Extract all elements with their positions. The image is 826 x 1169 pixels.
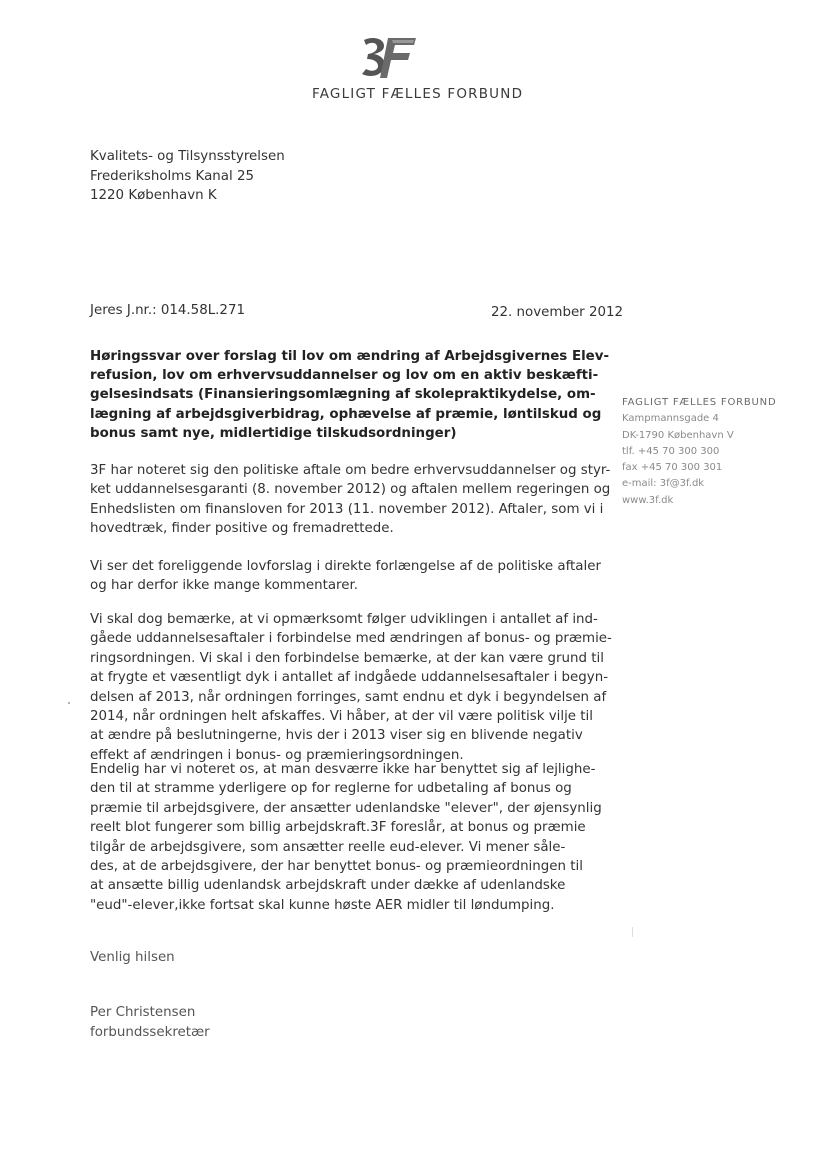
body-line: Vi ser det foreliggende lovforslag i direkte forlængelse af de politiske aftaler: [90, 559, 601, 574]
sidebar-web: www.3f.dk: [622, 494, 674, 506]
body-paragraph-4: [90, 760, 630, 915]
body-line: Enhedslisten om finansloven for 2013 (11. november 2012). Aftaler, som vi i: [90, 501, 604, 517]
body-paragraph-1: [90, 461, 630, 539]
body-line: at frygte et væsentligt dyk i antallet af indgåede uddannelsesaftaler i begyn-: [90, 670, 609, 686]
sidebar-fax: fax +45 70 300 301: [622, 462, 723, 474]
body-line: at ændre på beslutningerne, hvis der i 2013 viser sig en blivende negativ: [90, 728, 583, 744]
body-paragraph-2: [90, 557, 630, 596]
body-line: gåede uddannelsesaftaler i forbindelse med ændringen af bonus- og præmie-: [90, 631, 612, 647]
body-line: 2014, når ordningen helt afskaffes. Vi håber, at der vil være politisk vilje til: [90, 709, 593, 725]
addressee-line: Kvalitets- og Tilsynsstyrelsen: [90, 149, 285, 164]
body-line: tilgår de arbejdsgivere, som ansætter reelle eud-elever. Vi mener såle-: [90, 839, 566, 855]
addressee-line: 1220 København K: [90, 188, 217, 203]
sidebar-city: DK-1790 København V: [622, 429, 734, 441]
body-paragraph-3: [90, 610, 630, 765]
sidebar-contact: [622, 395, 776, 509]
addressee-block: [90, 147, 285, 206]
subject-line: refusion, lov om erhvervsuddannelser og lov om en aktiv beskæfti-: [90, 368, 599, 384]
journal-reference: Jeres J.nr.: 014.58L.271: [90, 303, 245, 318]
body-line: effekt af ændringen i bonus- og præmieringsordningen.: [90, 747, 464, 763]
addressee-line: Frederiksholms Kanal 25: [90, 168, 255, 184]
signature-block: [90, 1003, 210, 1042]
sidebar-phone: tlf. +45 70 300 300: [622, 445, 720, 457]
subject-line: gelsesindsats (Finansieringsomlægning af skolepraktikydelse, om-: [90, 387, 596, 403]
scan-speck: [68, 702, 70, 704]
body-line: 3F har noteret sig den politiske aftale om bedre erhvervsuddannelser og styr-: [90, 463, 611, 478]
body-line: den til at stramme yderligere op for reglerne for udbetaling af bonus og: [90, 781, 572, 797]
body-line: præmie til arbejdsgivere, der ansætter udenlandske "elever", der øjensynlig: [90, 800, 602, 816]
signatory-name: Per Christensen: [90, 1005, 196, 1020]
subject-line: lægning af arbejdsgiverbidrag, ophævelse af præmie, løntilskud og: [90, 406, 602, 422]
signatory-title: forbundssekretær: [90, 1024, 210, 1040]
subject-heading: [90, 347, 615, 443]
letter-date: 22. november 2012: [491, 305, 624, 320]
body-line: og har derfor ikke mange kommentarer.: [90, 578, 359, 594]
scan-mark: [632, 927, 633, 937]
body-line: ringsordningen. Vi skal i den forbindelse bemærke, at der kan være grund til: [90, 650, 604, 666]
sidebar-org-name: FAGLIGT FÆLLES FORBUND: [622, 397, 777, 408]
body-line: Vi skal dog bemærke, at vi opmærksomt følger udviklingen i antallet af ind-: [90, 612, 598, 627]
3f-logo-icon: [358, 34, 420, 82]
sidebar-email: e-mail: 3f@3f.dk: [622, 478, 705, 490]
body-line: des, at de arbejdsgivere, der har benyttet bonus- og præmieordningen til: [90, 859, 583, 875]
body-line: "eud"-elever,ikke fortsat skal kunne høste AER midler til løndumping.: [90, 897, 555, 913]
subject-line: Høringssvar over forslag til lov om ændring af Arbejdsgivernes Elev-: [90, 349, 610, 364]
subject-line: bonus samt nye, midlertidige tilskudsordninger): [90, 425, 457, 441]
body-line: delsen af 2013, når ordningen forringes, samt endnu et dyk i begyndelsen af: [90, 689, 607, 705]
body-line: Endelig har vi noteret os, at man desværre ikke har benyttet sig af lejlighe-: [90, 762, 596, 777]
body-line: reelt blot fungerer som billig arbejdskraft.3F foreslår, at bonus og præmie: [90, 820, 586, 836]
body-line: hovedtræk, finder positive og fremadrettede.: [90, 521, 394, 537]
sidebar-street: Kampmannsgade 4: [622, 413, 719, 425]
closing-salutation: Venlig hilsen: [90, 950, 175, 965]
body-line: at ansætte billig udenlandsk arbejdskraft under dække af udenlandske: [90, 878, 566, 894]
body-line: ket uddannelsesgaranti (8. november 2012) og aftalen mellem regeringen og: [90, 482, 611, 498]
organization-name: FAGLIGT FÆLLES FORBUND: [312, 86, 524, 102]
